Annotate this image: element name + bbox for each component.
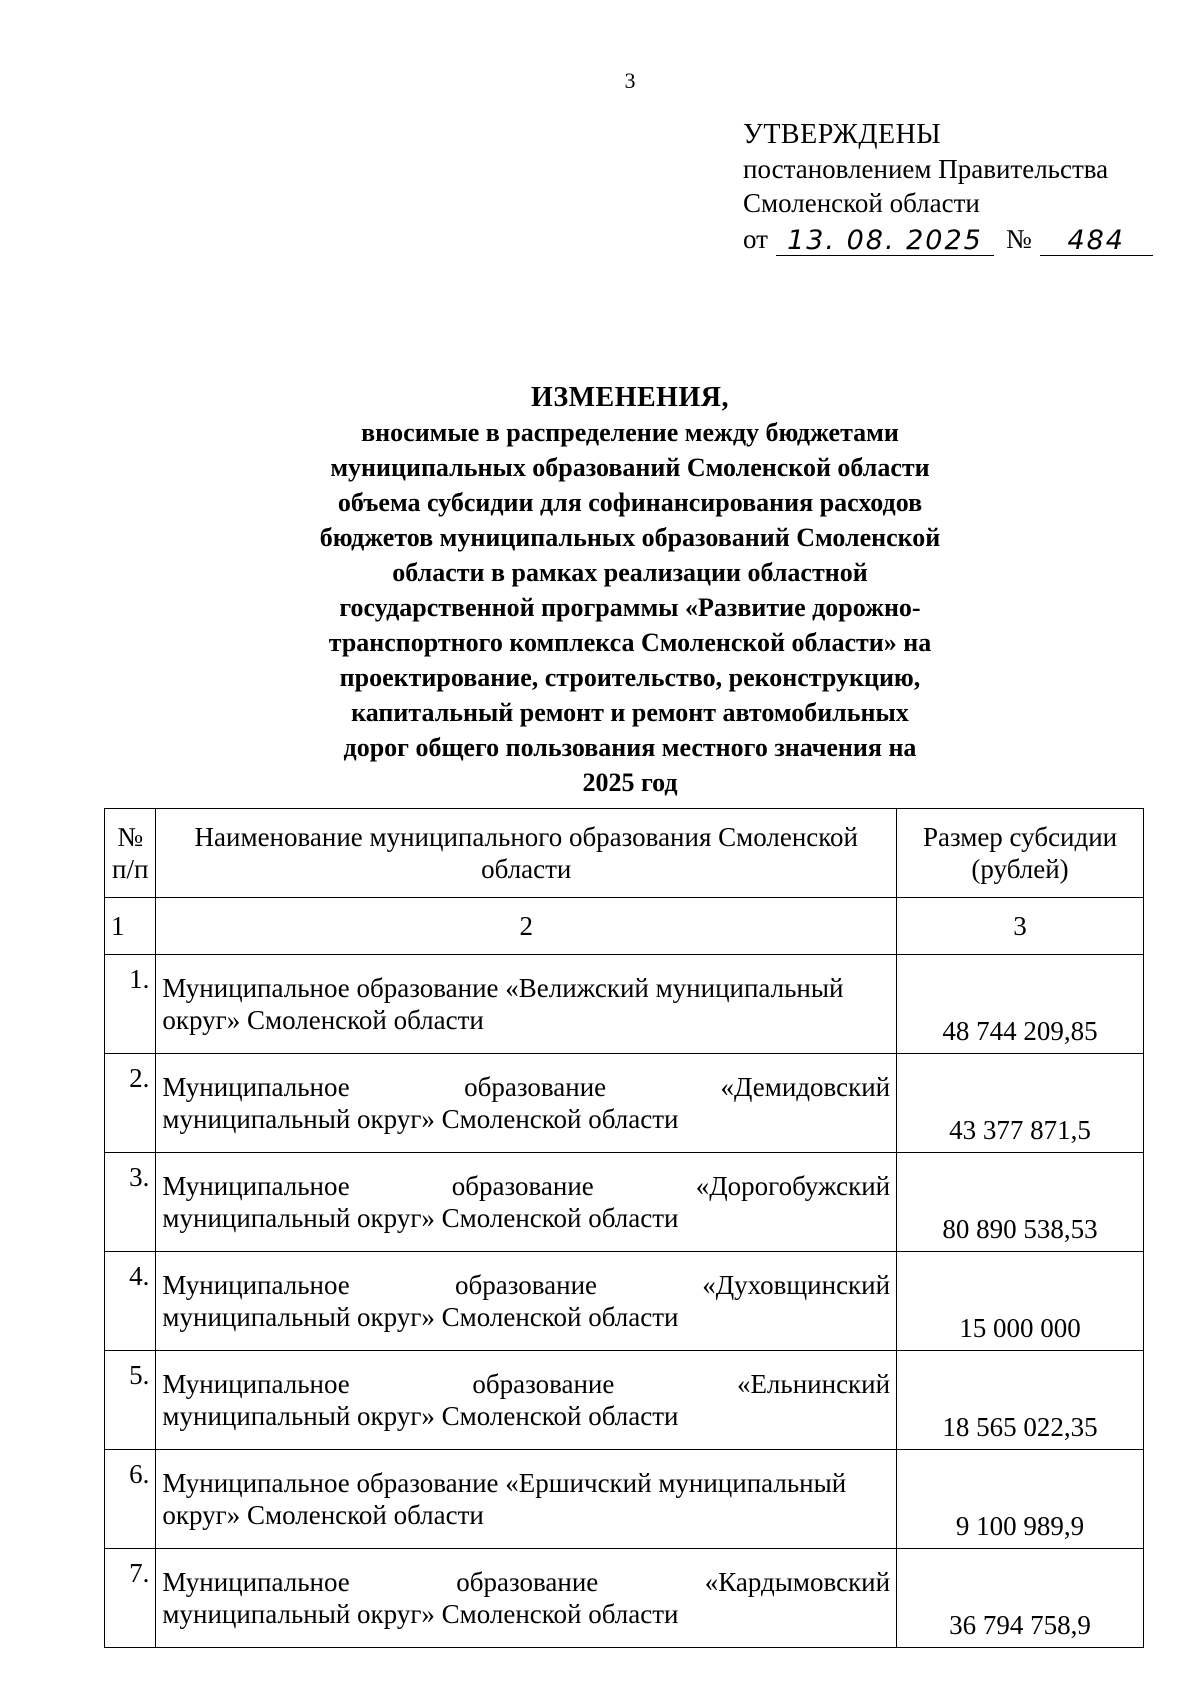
column-index: 3 bbox=[897, 898, 1144, 955]
municipality-name-line1 bbox=[162, 1368, 890, 1400]
approval-date-number-line bbox=[743, 222, 1153, 256]
header-num-line2: п/п bbox=[112, 854, 149, 884]
municipality-name bbox=[156, 1549, 897, 1648]
subsidy-amount: 36 794 758,9 bbox=[897, 1549, 1144, 1648]
municipality-name bbox=[156, 955, 897, 1054]
table-row bbox=[105, 1549, 1144, 1648]
row-number: 6. bbox=[105, 1450, 156, 1549]
column-index: 2 bbox=[156, 898, 897, 955]
municipality-name-word: образование bbox=[455, 1270, 598, 1300]
municipality-name bbox=[156, 1351, 897, 1450]
municipality-name-word: Муниципальное bbox=[162, 1072, 350, 1102]
municipality-name bbox=[156, 1252, 897, 1351]
municipality-name-line1 bbox=[162, 1566, 890, 1598]
heading-line: 2025 год bbox=[582, 768, 678, 797]
row-number: 3. bbox=[105, 1153, 156, 1252]
row-number: 2. bbox=[105, 1054, 156, 1153]
table-row bbox=[105, 1351, 1144, 1450]
header-amount bbox=[897, 809, 1144, 898]
approval-block bbox=[743, 118, 1153, 256]
heading-line: области в рамках реализации областной bbox=[392, 558, 868, 587]
header-num-line1: № bbox=[117, 822, 144, 852]
municipality-name-word: Муниципальное bbox=[162, 1171, 350, 1201]
row-number: 5. bbox=[105, 1351, 156, 1450]
municipality-name-word: Муниципальное bbox=[162, 1567, 350, 1597]
municipality-name-line1 bbox=[162, 1071, 890, 1103]
municipality-name-line1 bbox=[162, 1170, 890, 1202]
header-amount-line2: (рублей) bbox=[971, 854, 1069, 884]
municipality-name-line1 bbox=[162, 1269, 890, 1301]
municipality-name bbox=[156, 1153, 897, 1252]
table-body bbox=[105, 809, 1144, 1648]
approval-title: УТВЕРЖДЕНЫ bbox=[743, 119, 942, 150]
subsidy-amount: 15 000 000 bbox=[897, 1252, 1144, 1351]
heading-line: государственной программы «Развитие дорожно- bbox=[339, 593, 921, 622]
municipality-name-word: образование bbox=[472, 1369, 615, 1399]
heading-line: бюджетов муниципальных образований Смоленской bbox=[319, 523, 941, 552]
table-header-row bbox=[105, 809, 1144, 898]
handwritten-number: 484 bbox=[1040, 227, 1153, 256]
subsidy-amount: 48 744 209,85 bbox=[897, 955, 1144, 1054]
table-row bbox=[105, 955, 1144, 1054]
municipality-name-word: «Демидовский bbox=[720, 1072, 891, 1102]
handwritten-date: 13. 08. 2025 bbox=[776, 227, 994, 256]
row-number: 7. bbox=[105, 1549, 156, 1648]
row-number: 4. bbox=[105, 1252, 156, 1351]
municipality-name-word: «Духовщинский bbox=[702, 1270, 891, 1300]
municipality-name-line2: муниципальный округ» Смоленской области bbox=[162, 1203, 679, 1233]
approval-line-1: постановлением Правительства bbox=[743, 154, 1109, 184]
table-row bbox=[105, 1054, 1144, 1153]
subsidy-amount: 43 377 871,5 bbox=[897, 1054, 1144, 1153]
heading-line: проектирование, строительство, реконструкцию, bbox=[339, 663, 921, 692]
header-amount-line1: Размер субсидии bbox=[922, 822, 1118, 852]
approval-line-2: Смоленской области bbox=[743, 188, 980, 218]
heading-line: вносимые в распределение между бюджетами bbox=[361, 418, 899, 447]
municipality-name-word: «Ельнинский bbox=[736, 1369, 891, 1399]
number-sign: № bbox=[1005, 224, 1032, 254]
municipality-name-line2: округ» Смоленской области bbox=[162, 1500, 484, 1530]
municipality-name-word: образование bbox=[464, 1072, 607, 1102]
heading-line: муниципальных образований Смоленской области bbox=[330, 453, 930, 482]
subsidy-table bbox=[104, 808, 1144, 1648]
municipality-name-line2: муниципальный округ» Смоленской области bbox=[162, 1302, 679, 1332]
heading-line: капитальный ремонт и ремонт автомобильных bbox=[351, 698, 909, 727]
subsidy-amount: 80 890 538,53 bbox=[897, 1153, 1144, 1252]
municipality-name-word: Муниципальное bbox=[162, 1270, 350, 1300]
municipality-name-line1: Муниципальное образование «Ершичский муниципальный bbox=[162, 1468, 847, 1498]
municipality-name-line1: Муниципальное образование «Велижский муниципальный bbox=[162, 973, 844, 1003]
table-row bbox=[105, 1450, 1144, 1549]
table-row bbox=[105, 1153, 1144, 1252]
municipality-name-word: образование bbox=[451, 1171, 594, 1201]
row-number: 1. bbox=[105, 955, 156, 1054]
heading-title: ИЗМЕНЕНИЯ, bbox=[531, 382, 729, 413]
municipality-name bbox=[156, 1450, 897, 1549]
table-row bbox=[105, 1252, 1144, 1351]
page-number: 3 bbox=[624, 68, 636, 93]
municipality-name-line2: муниципальный округ» Смоленской области bbox=[162, 1599, 679, 1629]
document-heading bbox=[230, 380, 1030, 800]
header-name: Наименование муниципального образования Смоленской области bbox=[156, 809, 897, 898]
municipality-name-word: «Дорогобужский bbox=[695, 1171, 891, 1201]
municipality-name-line2: округ» Смоленской области bbox=[162, 1005, 484, 1035]
column-index-row bbox=[105, 898, 1144, 955]
subsidy-amount: 9 100 989,9 bbox=[897, 1450, 1144, 1549]
header-num bbox=[105, 809, 156, 898]
date-prefix: от bbox=[743, 224, 768, 254]
municipality-name-line2: муниципальный округ» Смоленской области bbox=[162, 1104, 679, 1134]
municipality-name-word: «Кардымовский bbox=[704, 1567, 891, 1597]
municipality-name-word: Муниципальное bbox=[162, 1369, 350, 1399]
municipality-name-line2: муниципальный округ» Смоленской области bbox=[162, 1401, 679, 1431]
heading-line: объема субсидии для софинансирования расходов bbox=[337, 488, 923, 517]
subsidy-amount: 18 565 022,35 bbox=[897, 1351, 1144, 1450]
column-index: 1 bbox=[105, 898, 156, 955]
heading-line: транспортного комплекса Смоленской области» на bbox=[328, 628, 932, 657]
heading-line: дорог общего пользования местного значения на bbox=[343, 733, 917, 762]
municipality-name-word: образование bbox=[456, 1567, 599, 1597]
municipality-name bbox=[156, 1054, 897, 1153]
